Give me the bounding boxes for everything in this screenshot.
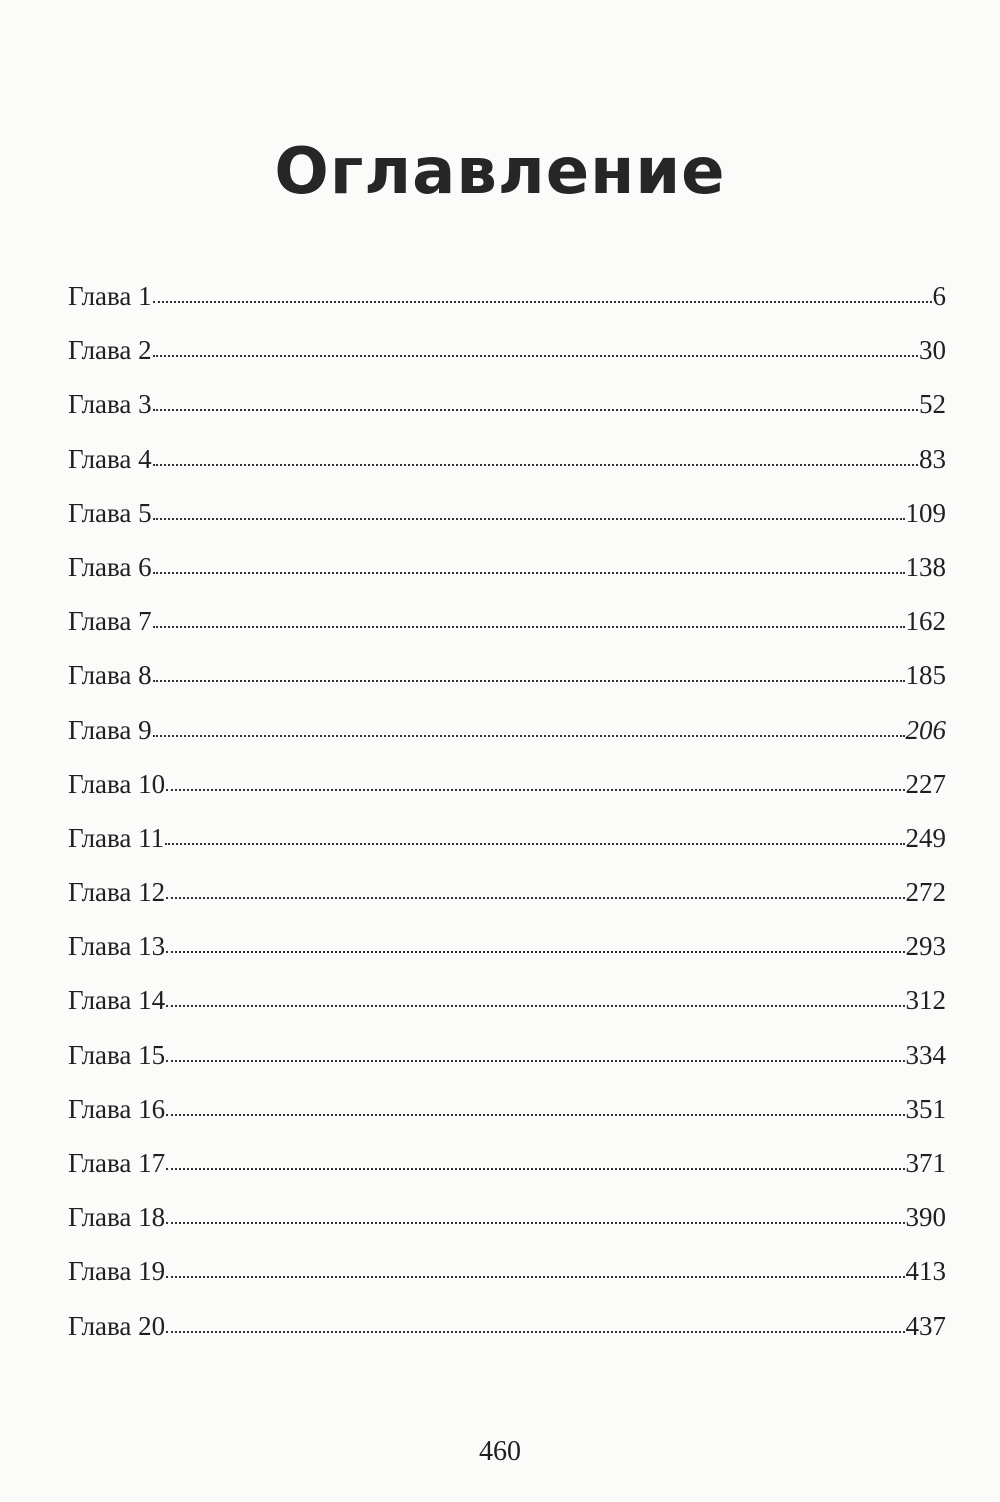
chapter-label: Глава 14 [68,985,166,1016]
chapter-page-number: 83 [919,443,946,474]
page-number: 460 [479,1436,521,1467]
chapter-label: Глава 17 [68,1148,166,1178]
dot-leader [153,409,918,411]
chapter-page-number: 312 [905,985,946,1016]
toc-entry[interactable] [68,879,946,933]
chapter-label: Глава 10 [68,768,166,799]
chapter-label: Глава 7 [68,606,152,637]
dot-leader [166,1005,904,1007]
chapter-page-number: 227 [905,768,946,799]
chapter-page-number: 390 [905,1202,946,1233]
chapter-page-number: 162 [905,606,946,637]
page-title: Оглавление [274,135,726,209]
dot-leader [166,1060,904,1062]
toc-entry[interactable] [68,443,946,500]
chapter-page-number: 351 [905,1093,946,1124]
dot-leader [153,626,905,628]
dot-leader [166,789,904,791]
chapter-label: Глава 5 [68,497,152,528]
chapter-page-number: 206 [905,714,946,745]
chapter-label: Глава 9 [68,714,152,745]
toc-entry[interactable] [68,1204,946,1258]
dot-leader [153,680,905,682]
toc-entry[interactable] [68,551,946,608]
dot-leader [166,1222,904,1224]
dot-leader [153,518,905,520]
dot-leader [166,1168,904,1170]
chapter-label: Глава 12 [68,877,166,908]
chapter-page-number: 334 [905,1039,946,1070]
chapter-label: Глава 18 [68,1202,166,1233]
chapter-page-number: 138 [905,551,946,582]
toc-entry[interactable] [68,987,946,1041]
chapter-page-number: 437 [905,1310,946,1341]
chapter-page-number: 185 [905,660,946,691]
chapter-label: Глава 15 [68,1039,166,1070]
toc-entry[interactable] [68,1310,946,1367]
toc-entry[interactable] [68,662,946,716]
toc-entry[interactable] [68,1150,946,1204]
chapter-page-number: 272 [905,877,946,908]
toc-entry[interactable] [68,608,946,662]
toc-entry[interactable] [68,1039,946,1096]
chapter-label: Глава 2 [68,335,152,366]
toc-entry[interactable] [68,1093,946,1150]
table-of-contents [68,283,946,1367]
dot-leader [165,843,904,845]
dot-leader [153,301,932,303]
chapter-label: Глава 1 [68,281,152,311]
dot-leader [166,1276,904,1278]
toc-entry[interactable] [68,1258,946,1312]
chapter-page-number: 52 [919,389,946,420]
dot-leader [166,951,904,953]
dot-leader [153,355,918,357]
chapter-label: Глава 3 [68,389,152,420]
chapter-page-number: 249 [905,822,946,853]
chapter-label: Глава 6 [68,551,152,582]
toc-entry[interactable] [68,933,946,987]
chapter-page-number: 293 [905,931,946,962]
toc-entry[interactable] [68,337,946,391]
chapter-page-number: 371 [905,1148,946,1178]
toc-entry[interactable] [68,391,946,445]
chapter-label: Глава 11 [68,822,165,853]
chapter-label: Глава 8 [68,660,152,691]
chapter-page-number: 6 [932,281,946,311]
chapter-page-number: 30 [919,335,946,366]
chapter-page-number: 413 [905,1256,946,1287]
toc-entry[interactable] [68,768,946,825]
toc-entry[interactable] [68,822,946,879]
dot-leader [166,1114,904,1116]
toc-entry[interactable] [68,283,946,337]
dot-leader [153,572,905,574]
chapter-label: Глава 19 [68,1256,166,1287]
toc-entry[interactable] [68,714,946,771]
chapter-label: Глава 20 [68,1310,166,1341]
dot-leader [153,735,905,737]
toc-entry[interactable] [68,497,946,554]
dot-leader [166,897,904,899]
chapter-label: Глава 13 [68,931,166,962]
chapter-page-number: 109 [905,497,946,528]
chapter-label: Глава 4 [68,443,152,474]
dot-leader [153,464,918,466]
chapter-label: Глава 16 [68,1093,166,1124]
dot-leader [166,1331,904,1333]
